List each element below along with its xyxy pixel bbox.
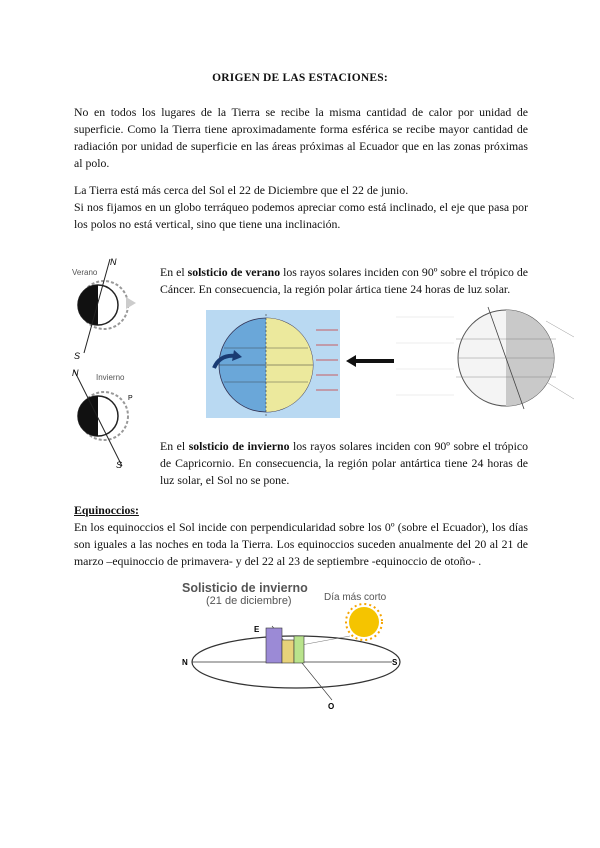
summer-globe-figure — [66, 253, 140, 363]
solstice-diagram-title: Solisticio de invierno — [182, 581, 308, 595]
summer-prefix: En el — [160, 265, 188, 279]
page-title: ORIGEN DE LAS ESTACIONES: — [212, 72, 388, 84]
winter-term: solsticio de invierno — [188, 439, 290, 453]
summer-season-label: Verano — [72, 268, 98, 277]
label-o: O — [328, 702, 335, 711]
summer-rest: los rayos solares inciden con 90º sobre el trópico de Cáncer. En consecuencia, la región polar ártica tiene 24 horas de luz solar. — [160, 265, 528, 296]
summer-solstice-paragraph — [160, 264, 528, 298]
earth-illumination-illustration — [206, 310, 340, 418]
earth-solstice-diagram — [396, 303, 576, 417]
winter-rest: los rayos solares inciden con 90º sobre el trópico de Capricornio. En consecuencia, la región polar antártica tiene 24 horas de luz solar, el Sol no se pone. — [160, 439, 528, 487]
winter-solstice-paragraph — [160, 438, 528, 489]
summer-south-label: S — [74, 351, 81, 361]
winter-globe-figure — [66, 366, 140, 472]
distance-paragraph: La Tierra está más cerca del Sol el 22 de Diciembre que el 22 de junio. — [74, 183, 409, 197]
winter-prefix: En el — [160, 439, 189, 453]
label-e: E — [254, 625, 260, 634]
sun-icon — [346, 604, 382, 640]
equinox-heading: Equinoccios: — [74, 503, 139, 517]
arrow-icon — [346, 354, 394, 368]
solstice-diagram-date: (21 de diciembre) — [206, 595, 292, 607]
label-s: S — [392, 658, 398, 667]
summer-north-label: N — [110, 257, 117, 267]
axis-paragraph: Si nos fijamos en un globo terráqueo podemos apreciar como está inclinado, el eje que pasa por los polos no está vertical, sino que tiene una inclinación. — [74, 200, 528, 231]
winter-solstice-diagram — [174, 578, 424, 712]
winter-south-label: S — [116, 460, 123, 470]
winter-north-label: N — [72, 368, 79, 378]
equinox-paragraph: En los equinoccios el Sol incide con perpendicularidad sobre los 0º (sobre el Ecuador), los días son iguales a las noches en toda la Tierra. Los equinoccios suceden anualmente del 20 al 21 de marzo –equinoccio de primavera- y del 22 al 23 de septiembre -equinoccio de otoño- . — [74, 520, 528, 568]
intro-paragraph: No en todos los lugares de la Tierra se recibe la misma cantidad de calor por unidad de superficie. Como la Tierra tiene aproximadamente forma esférica se recibe mayor cantidad de radiación por unidad de superficie en las áreas próximas al Ecuador que en las zonas próximas al polo. — [74, 105, 528, 170]
summer-term: solsticio de verano — [187, 265, 281, 279]
solstice-diagram-caption: Día más corto — [324, 592, 387, 603]
winter-side-label: P — [128, 395, 133, 402]
label-n: N — [182, 658, 188, 667]
winter-season-label: Invierno — [96, 373, 125, 382]
